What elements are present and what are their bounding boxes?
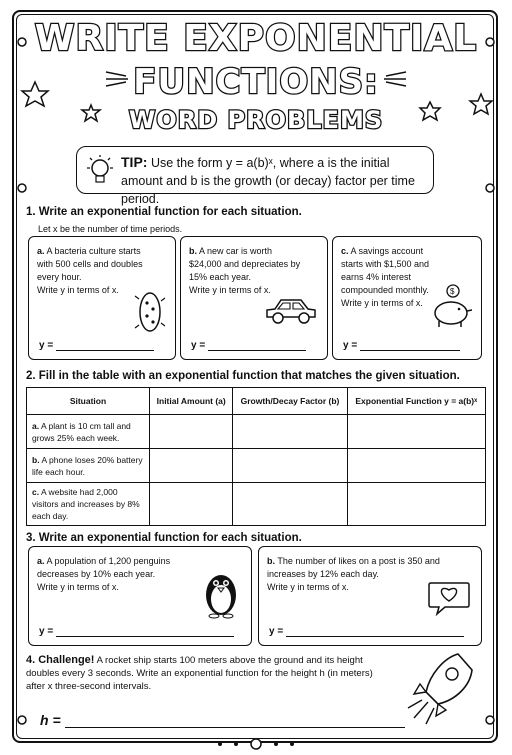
situation-cell: a. A plant is 10 cm tall and grows 25% each week. xyxy=(27,415,150,449)
factor-cell[interactable] xyxy=(233,415,347,449)
tip-text xyxy=(121,153,426,208)
tip-box xyxy=(76,146,434,206)
initial-amount-cell[interactable] xyxy=(150,415,233,449)
factor-cell[interactable] xyxy=(233,483,347,526)
column-header: Initial Amount (a) xyxy=(150,388,233,415)
answer-line[interactable]: y = xyxy=(269,626,464,637)
problem-text: a. A population of 1,200 penguins decreases by 10% each year. Write y in terms of x. xyxy=(37,556,171,592)
section-2-heading: 2. Fill in the table with an exponential function that matches the given situation. xyxy=(26,370,460,382)
column-header: Growth/Decay Factor (b) xyxy=(233,388,347,415)
piggy-bank-icon xyxy=(429,283,475,329)
title-line-1: WRITE EXPONENTIAL xyxy=(34,18,478,59)
title-line-3: WORD PROBLEMS xyxy=(128,106,384,134)
table-header-row xyxy=(27,388,486,415)
penguin-icon xyxy=(201,567,241,619)
problem-1b-box xyxy=(180,236,328,360)
factor-cell[interactable] xyxy=(233,449,347,483)
section-1-heading: 1. Write an exponential function for each situation. xyxy=(26,206,302,218)
function-table xyxy=(26,387,486,526)
situation-cell: c. A website had 2,000 visitors and increases by 8% each day. xyxy=(27,483,150,526)
svg-text:$: $ xyxy=(450,287,455,296)
initial-amount-cell[interactable] xyxy=(150,483,233,526)
column-header: Exponential Function y = a(b)ˣ xyxy=(347,388,485,415)
table-row xyxy=(27,415,486,449)
challenge-label: 4. Challenge! xyxy=(26,654,95,666)
function-cell[interactable] xyxy=(347,449,485,483)
situation-cell: b. A phone loses 20% battery life each hour. xyxy=(27,449,150,483)
problem-1a-box xyxy=(28,236,176,360)
answer-line[interactable]: y = xyxy=(39,340,154,351)
problem-text: a. A bacteria culture starts with 500 cells and doubles every hour. Write y in terms of x. xyxy=(37,246,143,295)
car-icon xyxy=(263,295,319,327)
problem-3a-box xyxy=(28,546,252,646)
challenge-answer-line[interactable]: h = xyxy=(40,712,405,728)
table-row xyxy=(27,449,486,483)
problem-1c-box xyxy=(332,236,482,360)
function-cell[interactable] xyxy=(347,415,485,449)
challenge-problem xyxy=(26,654,386,693)
section-1-note: Let x be the number of time periods. xyxy=(38,224,183,234)
answer-line[interactable]: y = xyxy=(343,340,460,351)
problem-3b-box xyxy=(258,546,482,646)
lightbulb-icon xyxy=(85,154,115,188)
answer-line[interactable]: y = xyxy=(191,340,306,351)
challenge-text: A rocket ship starts 100 meters above the ground and its height doubles every 3 seconds. Write an exponential function for the height h (in meters) after x three-second intervals. xyxy=(26,655,373,692)
problem-text: b. A new car is worth $24,000 and depreciates by 15% each year. Write y in terms of x. xyxy=(189,246,301,295)
tip-body: Use the form y = a(b)ˣ, where a is the initial amount and b is the growth (or decay) factor per time period. xyxy=(121,156,415,206)
tip-label: TIP: xyxy=(121,154,148,170)
problem-text: c. A savings account starts with $1,500 and earns 4% interest compounded monthly. Write y in terms of x. xyxy=(341,246,430,308)
table-row xyxy=(27,483,486,526)
heart-message-icon xyxy=(427,579,471,617)
problem-text: b. The number of likes on a post is 350 and increases by 12% each day. Write y in terms of x. xyxy=(267,556,440,592)
rocket-icon xyxy=(400,648,474,732)
bacteria-icon xyxy=(133,289,167,335)
title-line-2: FUNCTIONS: xyxy=(133,62,379,102)
initial-amount-cell[interactable] xyxy=(150,449,233,483)
section-3-heading: 3. Write an exponential function for each situation. xyxy=(26,532,302,544)
answer-line[interactable]: y = xyxy=(39,626,234,637)
column-header: Situation xyxy=(27,388,150,415)
function-cell[interactable] xyxy=(347,483,485,526)
